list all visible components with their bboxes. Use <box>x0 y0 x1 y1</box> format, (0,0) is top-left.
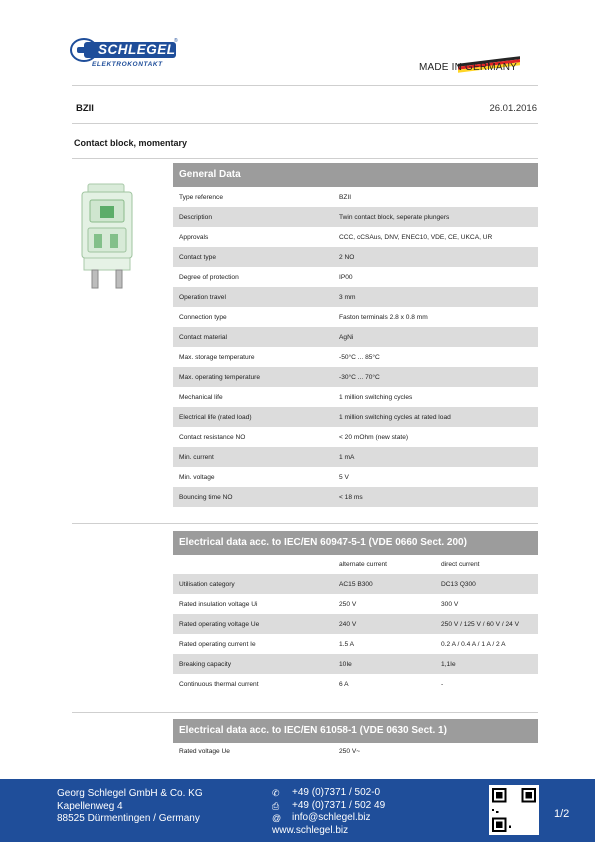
general-data-row <box>173 367 538 387</box>
spec-label: Degree of protection <box>179 274 239 281</box>
spec-label: Breaking capacity <box>179 661 232 668</box>
spec-value: 5 V <box>339 474 349 481</box>
general-data-row <box>173 287 538 307</box>
general-data-row <box>173 307 538 327</box>
registered-mark: ® <box>174 38 178 44</box>
spec-value: 1 million switching cycles at rated load <box>339 414 451 421</box>
spec-label: Contact material <box>179 334 228 341</box>
company-logo <box>70 38 178 72</box>
logo-subtitle: ELEKTROKONTAKT <box>92 61 163 68</box>
electrical-data-row <box>173 594 538 614</box>
page-number: 1/2 <box>554 808 570 820</box>
spec-value: < 20 mOhm (new state) <box>339 434 409 441</box>
general-data-row <box>173 387 538 407</box>
spec-label: Utilisation category <box>179 581 235 588</box>
spec-value: CCC, cCSAus, DNV, ENEC10, VDE, CE, UKCA, UR <box>339 234 493 241</box>
logo-text: SCHLEGEL <box>98 42 176 57</box>
spec-value: Twin contact block, seperate plungers <box>339 214 450 221</box>
general-data-row <box>173 407 538 427</box>
spec-label: Rated insulation voltage Ui <box>179 601 258 608</box>
spec-value: IP00 <box>339 274 353 281</box>
dc-value: - <box>441 681 444 688</box>
electrical-data-row <box>173 634 538 654</box>
spec-label: Min. current <box>179 454 214 461</box>
ac-value: AC15 B300 <box>339 581 373 588</box>
ac-value: 250 V <box>339 601 357 608</box>
spec-label: Type reference <box>179 194 223 201</box>
spec-label: Rated operating current Ie <box>179 641 256 648</box>
phone-icon: ✆ <box>272 788 280 798</box>
general-data-row <box>173 247 538 267</box>
spec-label: Contact resistance NO <box>179 434 246 441</box>
email-icon: @ <box>272 813 282 823</box>
general-data-row <box>173 427 538 447</box>
spec-label: Operation travel <box>179 294 226 301</box>
spec-value: Faston terminals 2.8 x 0.8 mm <box>339 314 428 321</box>
product-title: Contact block, momentary <box>74 138 188 148</box>
spec-value: 1 million switching cycles <box>339 394 413 401</box>
made-in-germany: MADE IN GERMANY <box>418 62 517 73</box>
spec-value: 250 V~ <box>339 748 361 755</box>
electrical-data-row <box>173 614 538 634</box>
electrical-data-row <box>173 741 538 761</box>
spec-label: Max. operating temperature <box>179 374 260 381</box>
spec-label: Description <box>179 214 212 221</box>
general-data-row <box>173 467 538 487</box>
divider <box>72 712 538 713</box>
general-data-row <box>173 327 538 347</box>
reference-code: BZII <box>76 103 94 114</box>
general-data-row <box>173 267 538 287</box>
dc-value: DC13 Q300 <box>441 581 476 588</box>
spec-label: Contact type <box>179 254 217 261</box>
contact-info <box>272 787 385 837</box>
company-name: Georg Schlegel GmbH & Co. KG <box>57 788 203 799</box>
dc-value: 300 V <box>441 601 459 608</box>
electrical-column-headers <box>173 554 538 574</box>
general-data-row <box>173 347 538 367</box>
street: Kapellenweg 4 <box>57 800 123 812</box>
spec-value: 1 mA <box>339 454 355 461</box>
general-data-row <box>173 187 538 207</box>
spec-label: Rated voltage Ue <box>179 748 230 755</box>
product-image <box>78 182 136 294</box>
spec-value: -30°C ... 70°C <box>339 374 380 381</box>
general-data-header: General Data <box>173 163 538 187</box>
ac-value: 6 A <box>339 681 349 688</box>
email-link[interactable]: info@schlegel.biz <box>292 812 371 823</box>
logo-oval-mark <box>70 38 98 62</box>
spec-value: 2 NO <box>339 254 355 261</box>
dc-value: 0.2 A / 0.4 A / 1 A / 2 A <box>441 641 506 648</box>
divider <box>72 523 538 524</box>
footer <box>0 779 595 842</box>
spec-label: Rated operating voltage Ue <box>179 621 260 628</box>
spec-label: Continuous thermal current <box>179 681 259 688</box>
company-address <box>57 788 203 826</box>
general-data-row <box>173 447 538 467</box>
ac-value: 240 V <box>339 621 357 628</box>
general-data-row <box>173 487 538 507</box>
header-divider <box>72 85 538 86</box>
ac-value: 1.5 A <box>339 641 355 648</box>
general-data-row <box>173 227 538 247</box>
spec-label: Approvals <box>179 234 209 241</box>
fax-icon: ⎙ <box>272 800 280 811</box>
ac-value: 10Ie <box>339 661 352 668</box>
spec-value: BZII <box>339 194 352 201</box>
spec-value: AgNi <box>339 334 354 341</box>
spec-label: Bouncing time NO <box>179 494 233 501</box>
dc-value: 250 V / 125 V / 60 V / 24 V <box>441 621 520 628</box>
column-alternate-current: alternate current <box>339 561 388 568</box>
fax-number[interactable]: +49 (0)7371 / 502 49 <box>292 799 386 811</box>
city: 88525 Dürmentingen / Germany <box>57 813 200 824</box>
dc-value: 1,1Ie <box>441 661 456 668</box>
electrical-data-row <box>173 574 538 594</box>
website-link[interactable]: www.schlegel.biz <box>272 824 349 836</box>
spec-label: Connection type <box>179 314 227 321</box>
electrical-iec60947-header: Electrical data acc. to IEC/EN 60947-5-1 (VDE 0660 Sect. 200) <box>173 531 538 555</box>
spec-label: Electrical life (rated load) <box>179 414 252 421</box>
general-data-row <box>173 207 538 227</box>
column-direct-current: direct current <box>441 561 480 568</box>
spec-value: 3 mm <box>339 294 356 301</box>
spec-value: -50°C ... 85°C <box>339 354 380 361</box>
electrical-data-row <box>173 674 538 694</box>
section-divider <box>72 158 538 159</box>
spec-label: Min. voltage <box>179 474 215 481</box>
spec-value: < 18 ms <box>339 494 363 501</box>
spec-label: Mechanical life <box>179 394 223 401</box>
spec-label: Max. storage temperature <box>179 354 255 361</box>
phone-number[interactable]: +49 (0)7371 / 502-0 <box>292 787 381 798</box>
document-date: 26.01.2016 <box>489 103 537 114</box>
title-divider <box>72 123 538 124</box>
qr-code-icon <box>489 785 539 835</box>
electrical-iec61058-header: Electrical data acc. to IEC/EN 61058-1 (VDE 0630 Sect. 1) <box>173 719 538 743</box>
electrical-data-row <box>173 654 538 674</box>
